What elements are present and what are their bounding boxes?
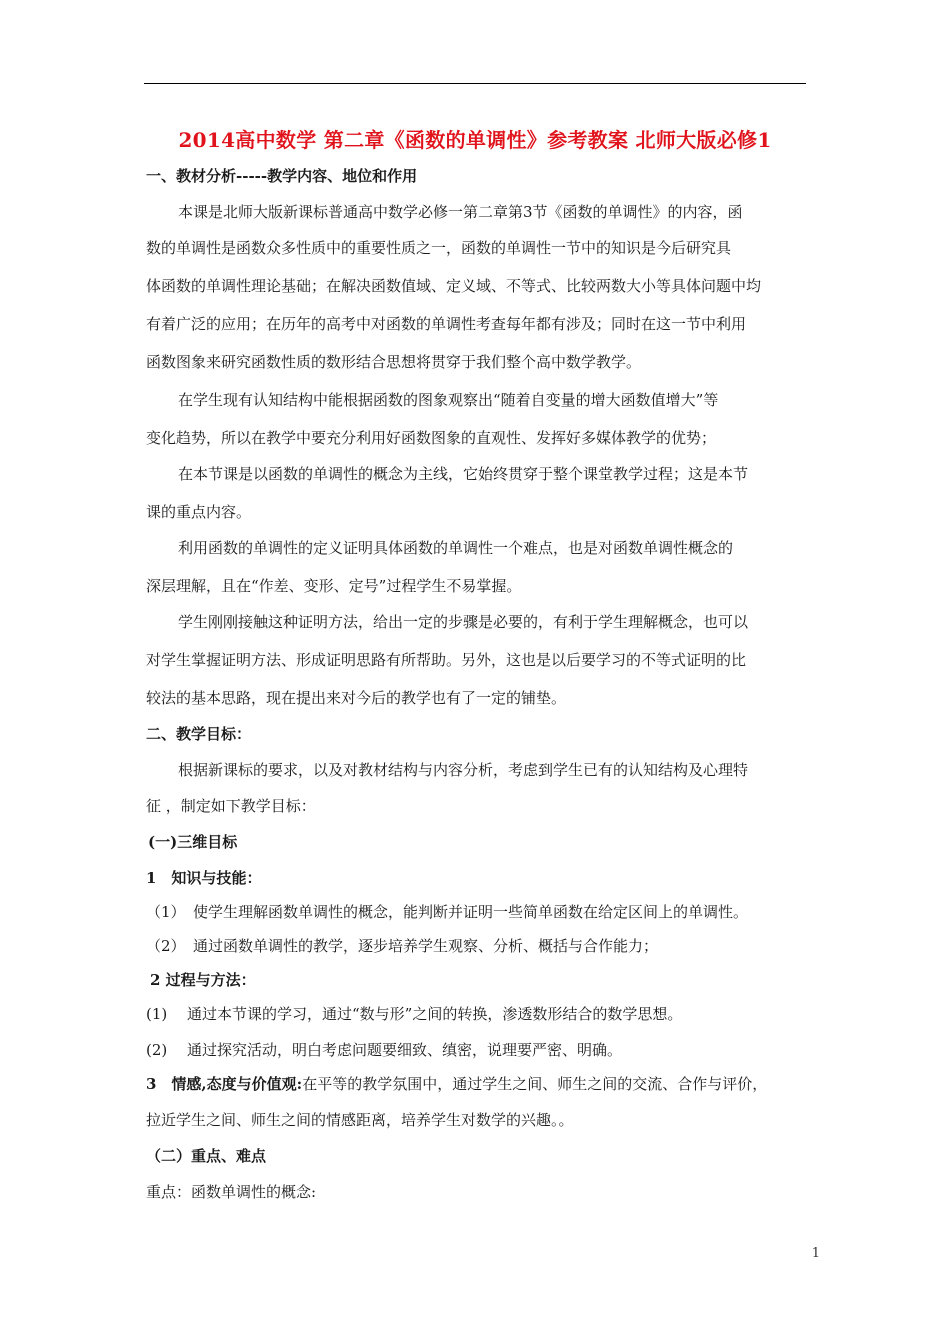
paragraph-line: 征 ，制定如下教学目标： — [146, 797, 316, 815]
section-heading-1: 一、教材分析-----教学内容、地位和作用 — [146, 167, 418, 185]
paragraph-line: 课的重点内容。 — [146, 503, 252, 521]
paragraph-line: 在本节课是以函数的单调性的概念为主线，它始终贯穿于整个课堂教学过程；这是本节 — [178, 465, 749, 483]
goal-emotion-line — [146, 1074, 767, 1094]
paragraph-line: 数的单调性是函数众多性质中的重要性质之一，函数的单调性一节中的知识是今后研究具 — [146, 239, 732, 257]
subheading-key-difficult-points: （二）重点、难点 — [146, 1147, 267, 1165]
goal-heading-emotion: 3 情感,态度与价值观: — [146, 1075, 303, 1093]
paragraph-line: 本课是北师大版新课标普通高中数学必修一第二章第3节《函数的单调性》的内容，函 — [178, 203, 743, 221]
paragraph-line: 有着广泛的应用；在历年的高考中对函数的单调性考查每年都有涉及；同时在这一节中利用 — [146, 315, 747, 333]
goal-item: (1) 通过本节课的学习，通过“数与形”之间的转换，渗透数形结合的数学思想。 — [146, 1005, 683, 1023]
header-rule — [144, 83, 806, 84]
paragraph-line: 学生刚刚接触这种证明方法，给出一定的步骤是必要的，有利于学生理解概念，也可以 — [178, 613, 749, 631]
paragraph-line: 利用函数的单调性的定义证明具体函数的单调性一个难点，也是对函数单调性概念的 — [178, 539, 734, 557]
goal-heading-process: 2 过程与方法： — [150, 971, 256, 989]
goal-heading-knowledge: 1 知识与技能： — [146, 869, 262, 887]
paragraph-line: 对学生掌握证明方法、形成证明思路有所帮助。另外，这也是以后要学习的不等式证明的比 — [146, 651, 747, 669]
paragraph-line: 拉近学生之间、师生之间的情感距离，培养学生对数学的兴趣。。 — [146, 1111, 574, 1129]
goal-emotion-text: 在平等的教学氛围中，通过学生之间、师生之间的交流、合作与评价， — [302, 1075, 768, 1093]
paragraph-line: 较法的基本思路，现在提出来对今后的教学也有了一定的铺垫。 — [146, 689, 567, 707]
goal-item: (2) 通过探究活动，明白考虑问题要细致、缜密，说理要严密、明确。 — [146, 1041, 623, 1059]
paragraph-line: 根据新课标的要求，以及对教材结构与内容分析，考虑到学生已有的认知结构及心理特 — [178, 761, 749, 779]
goal-item: （1） 使学生理解函数单调性的概念，能判断并证明一些简单函数在给定区间上的单调性。 — [146, 903, 749, 921]
key-point-line: 重点：函数单调性的概念: — [146, 1183, 317, 1201]
goal-item: （2） 通过函数单调性的教学，逐步培养学生观察、分析、概括与合作能力； — [146, 937, 659, 955]
subheading-three-dimensional-goals: (一)三维目标 — [148, 833, 238, 851]
paragraph-line: 变化趋势，所以在教学中要充分利用好函数图象的直观性、发挥好多媒体教学的优势； — [146, 429, 717, 447]
document-title: 2014高中数学 第二章《函数的单调性》参考教案 北师大版必修1 — [178, 128, 772, 152]
section-heading-2: 二、教学目标： — [146, 725, 252, 743]
paragraph-line: 体函数的单调性理论基础；在解决函数值域、定义域、不等式、比较两数大小等具体问题中均 — [146, 277, 762, 295]
page-number: 1 — [811, 1246, 820, 1261]
paragraph-line: 深层理解，且在“作差、变形、定号”过程学生不易掌握。 — [146, 577, 522, 595]
paragraph-line: 函数图象来研究函数性质的数形结合思想将贯穿于我们整个高中数学教学。 — [146, 353, 642, 371]
paragraph-line: 在学生现有认知结构中能根据函数的图象观察出“随着自变量的增大函数值增大”等 — [178, 391, 719, 409]
